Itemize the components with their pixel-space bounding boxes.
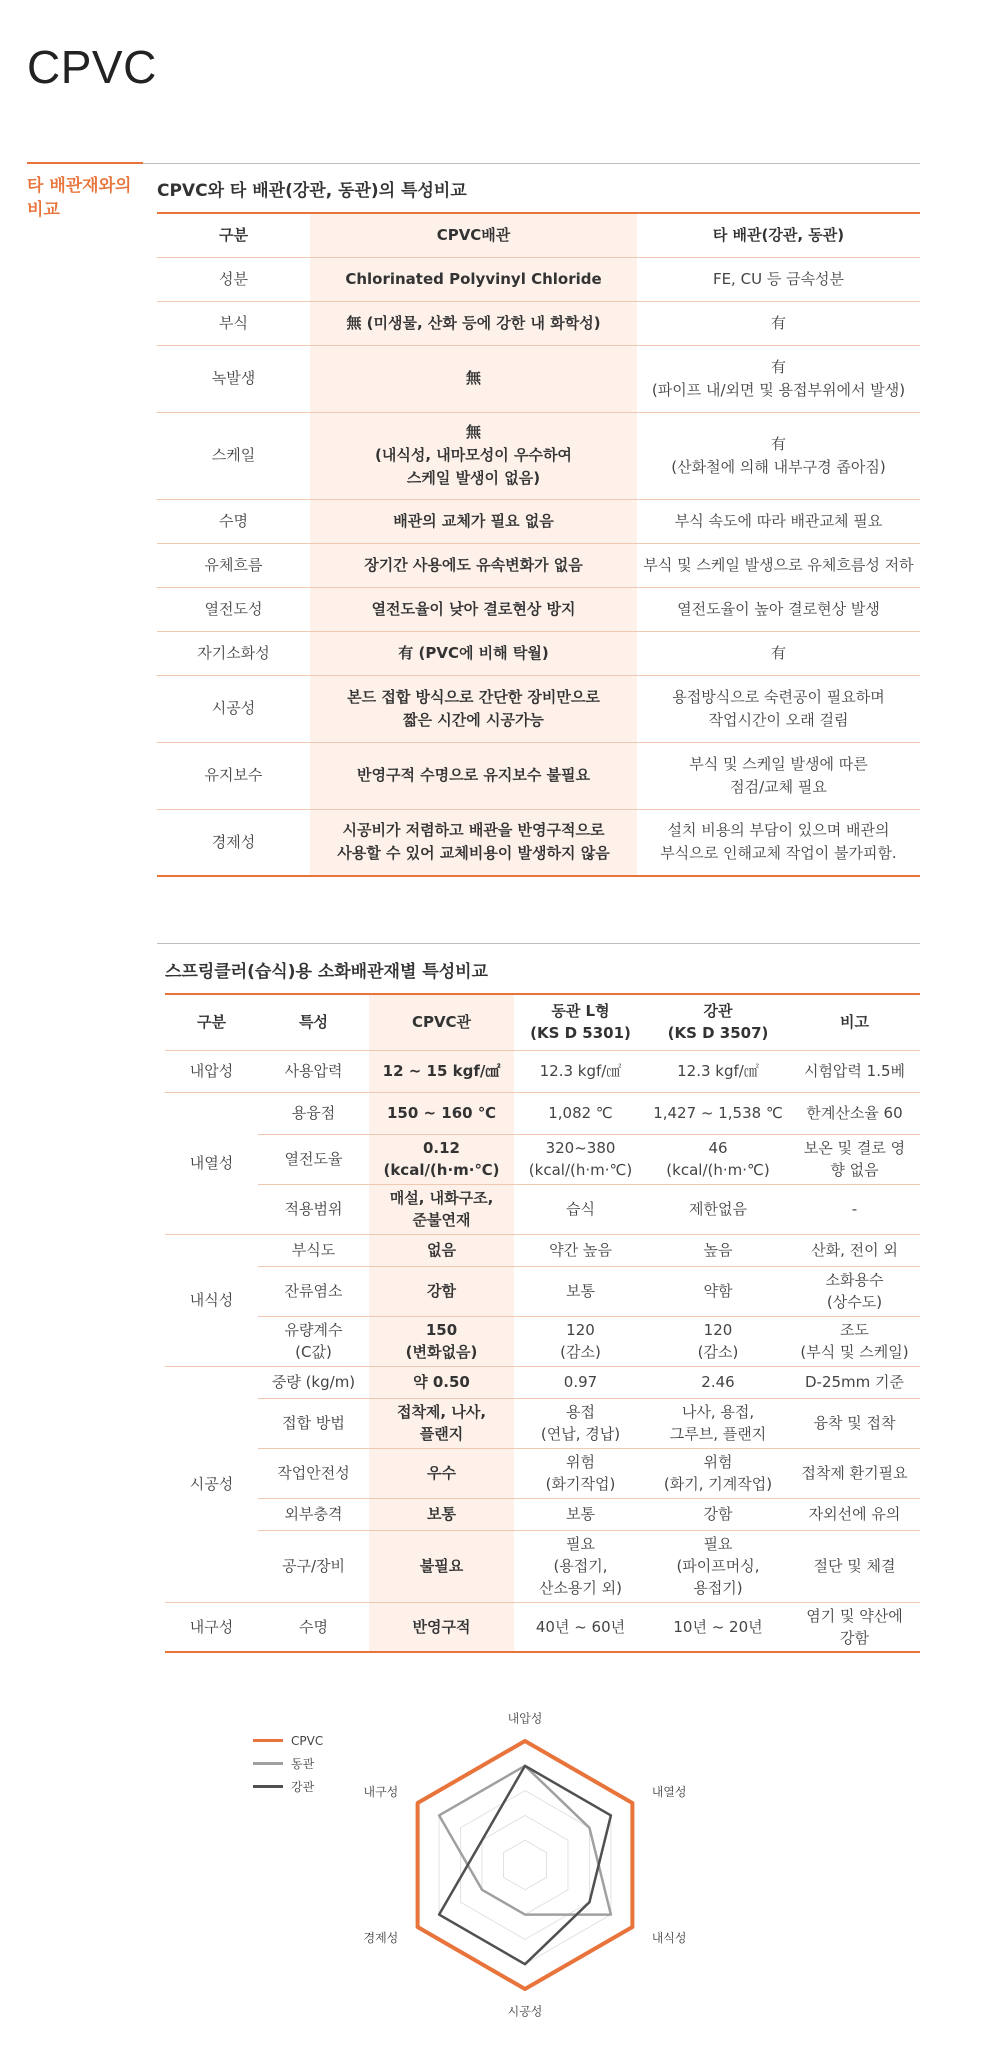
other-pipe-cell-line: (파이프 내/외면 및 용접부위에서 발생)	[651, 380, 906, 399]
row-label: 수명	[157, 499, 310, 543]
cpvc-cell-line: 짧은 시간에 시공가능	[403, 710, 544, 729]
note-cell	[789, 1316, 920, 1366]
note-cell-line: 보온 및 결로 영	[803, 1139, 906, 1157]
cpvc-cell-line: 강함	[427, 1282, 456, 1300]
row-label: 스케일	[157, 412, 310, 499]
copper-cell-line: (용접기,	[553, 1557, 608, 1575]
row-label: 부식	[157, 301, 310, 345]
legend-label: CPVC	[291, 1733, 324, 1748]
note-cell-line: 접착제 환기필요	[801, 1464, 908, 1482]
cpvc-cell-line: 150	[425, 1321, 458, 1339]
table-row	[165, 1366, 920, 1398]
copper-cell	[514, 1498, 647, 1530]
steel-cell	[647, 1134, 789, 1184]
cpvc-cell	[369, 1602, 514, 1652]
cpvc-cell-line: 無	[465, 423, 481, 441]
radar-axis-label: 경제성	[363, 1931, 399, 1946]
comparison-table-2	[165, 993, 920, 1653]
property-cell	[258, 1266, 369, 1316]
note-cell-line: 절단 및 체결	[813, 1557, 896, 1575]
table-row	[157, 499, 920, 543]
other-pipe-cell-line: 有	[770, 357, 786, 376]
other-pipe-cell-line: 부식 및 스케일 발생에 따른	[689, 754, 868, 773]
copper-cell-line: 120	[566, 1321, 595, 1339]
cpvc-cell-line: (변화없음)	[405, 1343, 478, 1361]
copper-cell	[514, 1092, 647, 1134]
header-cell-line: 구분	[197, 1013, 226, 1032]
cpvc-cell	[369, 1092, 514, 1134]
table-row	[165, 1316, 920, 1366]
copper-cell-line: 용접	[566, 1403, 595, 1421]
table-row	[165, 1266, 920, 1316]
note-cell-line: 산화, 전이 외	[811, 1241, 898, 1259]
table-row	[157, 412, 920, 499]
table-row	[165, 1050, 920, 1092]
copper-cell-line: 습식	[566, 1200, 595, 1218]
steel-cell	[647, 1266, 789, 1316]
steel-cell	[647, 1602, 789, 1652]
property-cell	[258, 1448, 369, 1498]
property-cell	[258, 1530, 369, 1602]
cpvc-cell-line: 無 (미생물, 산화 등에 강한 내 화학성)	[346, 313, 601, 332]
note-cell-line: 염기 및 약산에	[806, 1606, 903, 1625]
table-row	[157, 809, 920, 876]
steel-cell-line: (파이프머싱,	[676, 1557, 760, 1575]
property-cell-line: 중량 (kg/m)	[271, 1373, 356, 1391]
property-cell-line: 용융점	[291, 1104, 336, 1122]
other-pipe-cell-line: 설치 비용의 부담이 있으며 배관의	[667, 821, 890, 840]
table-row	[165, 1602, 920, 1652]
note-cell	[789, 1398, 920, 1448]
cpvc-cell	[310, 499, 637, 543]
copper-cell-line: 위험	[566, 1453, 595, 1471]
group-label: 시공성	[165, 1366, 258, 1602]
radar-axis-label: 시공성	[507, 2004, 543, 2019]
cpvc-cell-line: 스케일 발생이 없음)	[406, 469, 541, 487]
copper-cell	[514, 1050, 647, 1092]
other-pipe-cell	[637, 587, 920, 631]
other-pipe-cell	[637, 543, 920, 587]
copper-cell	[514, 1134, 647, 1184]
cpvc-cell	[369, 1134, 514, 1184]
section-divider	[27, 163, 920, 164]
property-cell-line: 유량계수	[284, 1321, 343, 1339]
steel-cell	[647, 1398, 789, 1448]
radar-axis-label: 내구성	[363, 1784, 399, 1799]
cpvc-cell	[310, 345, 637, 412]
steel-cell-line: (화기, 기계작업)	[663, 1475, 773, 1493]
cpvc-cell	[310, 257, 637, 301]
property-cell-line: 접합 방법	[282, 1414, 345, 1432]
cpvc-cell-line: 본드 접합 방식으로 간단한 장비만으로	[347, 687, 600, 706]
copper-cell-line: 보통	[566, 1505, 595, 1523]
cpvc-cell-line: 반영구적 수명으로 유지보수 불필요	[356, 766, 591, 784]
table-row	[157, 301, 920, 345]
note-cell-line: -	[851, 1200, 858, 1218]
cpvc-cell-line: 없음	[427, 1241, 456, 1259]
other-pipe-cell	[637, 345, 920, 412]
radar-chart	[240, 1690, 687, 2020]
steel-cell-line: 10년 ~ 20년	[673, 1617, 763, 1636]
radar-axis-label: 내압성	[507, 1711, 543, 1726]
copper-cell-line: (연납, 경납)	[540, 1425, 621, 1443]
copper-cell-line: 12.3 kgf/㎠	[539, 1062, 622, 1080]
steel-cell-line: 120	[703, 1321, 733, 1339]
table1-title: CPVC와 타 배관(강관, 동관)의 특성비교	[157, 181, 467, 201]
note-cell	[789, 1234, 920, 1266]
property-cell-line: 공구/장비	[281, 1557, 345, 1575]
side-section-title: 타 배관재와의 비교	[27, 176, 132, 220]
note-cell	[789, 1266, 920, 1316]
property-cell-line: 적용범위	[284, 1200, 343, 1218]
cpvc-cell-line: 無	[465, 369, 481, 387]
radar-series-강관	[439, 1766, 611, 1964]
table-row	[165, 1234, 920, 1266]
steel-cell	[647, 1448, 789, 1498]
steel-cell-line: 제한없음	[689, 1200, 747, 1218]
steel-cell-line: 약함	[703, 1282, 733, 1300]
steel-cell	[647, 1498, 789, 1530]
cpvc-cell-line: 매설, 내화구조,	[389, 1189, 494, 1207]
other-pipe-cell-line: 有	[770, 313, 786, 332]
property-cell	[258, 1234, 369, 1266]
header-cell-line: 동관 L형	[551, 1002, 610, 1021]
steel-cell	[647, 1316, 789, 1366]
cpvc-cell-line: 약 0.50	[413, 1373, 470, 1391]
note-cell-line: 강함	[840, 1628, 869, 1647]
copper-cell	[514, 1602, 647, 1652]
note-cell	[789, 1366, 920, 1398]
header-cell-line: 특성	[299, 1013, 328, 1032]
property-cell-line: 잔류염소	[284, 1282, 343, 1300]
cpvc-cell-line: 배관의 교체가 필요 없음	[393, 511, 554, 530]
steel-cell	[647, 1092, 789, 1134]
cpvc-cell	[310, 301, 637, 345]
steel-cell-line: 위험	[703, 1453, 733, 1471]
steel-cell-line: 나사, 용접,	[681, 1403, 755, 1421]
property-cell-line: 수명	[299, 1617, 328, 1636]
steel-cell-line: (감소)	[697, 1343, 739, 1361]
steel-cell	[647, 1184, 789, 1234]
cpvc-cell-line: 보통	[427, 1505, 456, 1523]
note-cell	[789, 1448, 920, 1498]
property-cell	[258, 1602, 369, 1652]
cpvc-cell-line: 12 ~ 15 kgf/㎠	[382, 1062, 501, 1080]
row-label: 유지보수	[157, 742, 310, 809]
note-cell	[789, 1092, 920, 1134]
cpvc-cell	[369, 1448, 514, 1498]
property-cell	[258, 1398, 369, 1448]
property-cell-line: 외부충격	[284, 1505, 343, 1523]
steel-cell-line: (kcal/(h·m·℃)	[666, 1161, 770, 1179]
steel-cell-line: 2.46	[701, 1373, 735, 1391]
header-cell: 구분	[157, 213, 310, 257]
note-cell	[789, 1050, 920, 1092]
section-divider-accent	[27, 162, 143, 164]
note-cell-line: (부식 및 스케일)	[800, 1343, 909, 1361]
copper-cell-line: (kcal/(h·m·℃)	[528, 1161, 633, 1179]
steel-cell	[647, 1366, 789, 1398]
cpvc-cell-line: 우수	[427, 1464, 456, 1482]
table-header-row	[165, 994, 920, 1050]
property-cell-line: 사용압력	[284, 1062, 343, 1080]
table-row	[165, 1498, 920, 1530]
note-cell	[789, 1602, 920, 1652]
other-pipe-cell	[637, 412, 920, 499]
note-cell-line: 시험압력 1.5베	[803, 1062, 906, 1080]
cpvc-cell	[369, 1184, 514, 1234]
cpvc-cell-line: 열전도율이 낮아 결로현상 방지	[371, 599, 576, 618]
header-cell-line: 강관	[703, 1002, 733, 1021]
table-row	[165, 1092, 920, 1134]
radar-grid-ring	[461, 1791, 590, 1940]
comparison-table-1	[157, 212, 920, 877]
property-cell-line: (C값)	[295, 1343, 332, 1361]
copper-cell	[514, 1234, 647, 1266]
note-cell	[789, 1184, 920, 1234]
note-cell	[789, 1498, 920, 1530]
table-row	[165, 1184, 920, 1234]
cpvc-cell-line: 0.12	[422, 1139, 460, 1157]
header-cell-line: 비고	[840, 1013, 869, 1032]
group-label: 내구성	[165, 1602, 258, 1652]
property-cell	[258, 1050, 369, 1092]
cpvc-cell-line: 사용할 수 있어 교체비용이 발생하지 않음	[337, 844, 610, 863]
other-pipe-cell	[637, 809, 920, 876]
copper-cell	[514, 1184, 647, 1234]
cpvc-cell	[369, 1316, 514, 1366]
cpvc-cell	[369, 1530, 514, 1602]
group-label: 내압성	[165, 1050, 258, 1092]
cpvc-cell	[369, 1234, 514, 1266]
other-pipe-cell-line: 점검/교체 필요	[730, 777, 827, 796]
copper-cell-line: 40년 ~ 60년	[535, 1617, 626, 1636]
note-cell	[789, 1134, 920, 1184]
cpvc-cell-line: 준불연재	[412, 1211, 471, 1229]
table2-title: 스프링클러(습식)용 소화배관재별 특성비교	[165, 962, 488, 982]
row-label: 자기소화성	[157, 631, 310, 675]
header-cell: CPVC배관	[310, 213, 637, 257]
other-pipe-cell-line: 부식으로 인해교체 작업이 불가피함.	[660, 844, 897, 863]
other-pipe-cell-line: 부식 속도에 따라 배관교체 필요	[674, 511, 883, 530]
other-pipe-cell-line: 열전도율이 높아 결로현상 발생	[677, 599, 880, 618]
cpvc-cell	[310, 631, 637, 675]
other-pipe-cell-line: 有	[770, 643, 786, 662]
cpvc-cell	[310, 742, 637, 809]
legend-label: 강관	[291, 1780, 315, 1794]
cpvc-cell	[369, 1366, 514, 1398]
steel-cell-line: 강함	[703, 1505, 733, 1523]
table-row	[165, 1530, 920, 1602]
steel-cell-line: 용접기)	[693, 1579, 743, 1597]
cpvc-cell	[369, 1398, 514, 1448]
cpvc-cell-line: 반영구적	[412, 1617, 471, 1636]
property-cell-line: 부식도	[291, 1241, 336, 1259]
header-cell	[369, 994, 514, 1050]
copper-cell	[514, 1530, 647, 1602]
table-row	[157, 742, 920, 809]
property-cell	[258, 1498, 369, 1530]
note-cell-line: 소화용수	[825, 1271, 884, 1289]
other-pipe-cell	[637, 631, 920, 675]
table-row	[157, 543, 920, 587]
table-row	[165, 1134, 920, 1184]
header-cell	[258, 994, 369, 1050]
note-cell-line: 향 없음	[830, 1161, 879, 1179]
cpvc-cell	[310, 543, 637, 587]
legend-label: 동관	[291, 1757, 315, 1771]
table-row	[165, 1448, 920, 1498]
copper-cell	[514, 1398, 647, 1448]
note-cell-line: D-25mm 기준	[804, 1373, 905, 1391]
table-header-row	[157, 213, 920, 257]
other-pipe-cell	[637, 301, 920, 345]
steel-cell-line: 높음	[703, 1241, 733, 1259]
copper-cell	[514, 1266, 647, 1316]
cpvc-cell	[310, 412, 637, 499]
note-cell-line: 조도	[840, 1321, 869, 1339]
cpvc-cell	[310, 587, 637, 631]
steel-cell-line: 그루브, 플랜지	[669, 1425, 767, 1443]
header-cell	[514, 994, 647, 1050]
header-cell-line: (KS D 5301)	[530, 1024, 631, 1043]
cpvc-cell-line: 有 (PVC에 비해 탁월)	[398, 643, 549, 662]
radar-grid-ring	[482, 1815, 568, 1914]
header-cell	[647, 994, 789, 1050]
other-pipe-cell-line: FE, CU 등 금속성분	[712, 269, 845, 288]
copper-cell-line: 0.97	[563, 1373, 598, 1391]
group-label: 내열성	[165, 1092, 258, 1234]
cpvc-cell	[369, 1266, 514, 1316]
row-label: 경제성	[157, 809, 310, 876]
other-pipe-cell-line: 용접방식으로 숙련공이 필요하며	[672, 687, 885, 706]
copper-cell	[514, 1448, 647, 1498]
steel-cell-line: 12.3 kgf/㎠	[677, 1062, 759, 1080]
row-label: 녹발생	[157, 345, 310, 412]
other-pipe-cell-line: (산화철에 의해 내부구경 좁아짐)	[671, 457, 886, 476]
copper-cell-line: 보통	[566, 1282, 595, 1300]
steel-cell	[647, 1234, 789, 1266]
table-row	[157, 587, 920, 631]
cpvc-cell-line: (내식성, 내마모성이 우수하여	[375, 446, 572, 464]
row-label: 시공성	[157, 675, 310, 742]
cpvc-cell	[310, 675, 637, 742]
steel-cell-line: 1,427 ~ 1,538 ℃	[653, 1104, 783, 1122]
table-row	[157, 631, 920, 675]
property-cell-line: 열전도율	[284, 1150, 343, 1168]
steel-cell-line: 필요	[703, 1535, 733, 1553]
cpvc-cell-line: 접착제, 나사,	[396, 1403, 487, 1421]
radar-axis-label: 내열성	[651, 1784, 687, 1799]
other-pipe-cell-line: 有	[770, 434, 786, 453]
radar-grid-ring	[504, 1840, 547, 1890]
section-divider	[157, 943, 920, 944]
table-row	[157, 257, 920, 301]
cpvc-cell	[369, 1050, 514, 1092]
radar-grid-ring	[439, 1766, 611, 1964]
copper-cell-line: 필요	[566, 1535, 595, 1553]
other-pipe-cell-line: 부식 및 스케일 발생으로 유체흐름성 저하	[643, 555, 914, 574]
steel-cell	[647, 1530, 789, 1602]
row-label: 열전도성	[157, 587, 310, 631]
other-pipe-cell	[637, 499, 920, 543]
note-cell-line: 융착 및 접착	[813, 1414, 896, 1432]
cpvc-cell-line: 장기간 사용에도 유속변화가 없음	[364, 555, 583, 574]
note-cell	[789, 1530, 920, 1602]
property-cell	[258, 1184, 369, 1234]
note-cell-line: (상수도)	[826, 1293, 883, 1311]
property-cell	[258, 1134, 369, 1184]
header-cell-line: CPVC관	[411, 1013, 472, 1032]
cpvc-cell-line: 플랜지	[419, 1425, 464, 1443]
radar-axis-label: 내식성	[651, 1931, 687, 1946]
copper-cell-line: 산소용기 외)	[538, 1579, 623, 1597]
copper-cell-line: (감소)	[560, 1343, 601, 1361]
copper-cell	[514, 1366, 647, 1398]
header-cell-line: (KS D 3507)	[667, 1024, 769, 1043]
cpvc-cell-line: (kcal/(h·m·℃)	[383, 1161, 500, 1179]
header-cell	[789, 994, 920, 1050]
header-cell	[165, 994, 258, 1050]
copper-cell-line: 약간 높음	[549, 1241, 612, 1259]
copper-cell-line: 320~380	[545, 1139, 616, 1157]
other-pipe-cell-line: 작업시간이 오래 걸림	[708, 710, 849, 729]
group-label: 내식성	[165, 1234, 258, 1366]
radar-series-CPVC	[418, 1741, 633, 1989]
copper-cell	[514, 1316, 647, 1366]
note-cell-line: 자외선에 유의	[808, 1505, 901, 1523]
copper-cell-line: 1,082 ℃	[548, 1104, 613, 1122]
cpvc-cell-line: Chlorinated Polyvinyl Chloride	[345, 269, 602, 288]
note-cell-line: 한계산소율 60	[806, 1104, 903, 1122]
table-row	[157, 675, 920, 742]
other-pipe-cell	[637, 257, 920, 301]
cpvc-cell	[369, 1498, 514, 1530]
copper-cell-line: (화기작업)	[545, 1475, 616, 1493]
steel-cell	[647, 1050, 789, 1092]
other-pipe-cell	[637, 675, 920, 742]
page-title: CPVC	[27, 41, 157, 93]
table-row	[165, 1398, 920, 1448]
property-cell-line: 작업안전성	[277, 1464, 350, 1482]
property-cell	[258, 1366, 369, 1398]
table-row	[157, 345, 920, 412]
row-label: 유체흐름	[157, 543, 310, 587]
property-cell	[258, 1316, 369, 1366]
cpvc-cell	[310, 809, 637, 876]
row-label: 성분	[157, 257, 310, 301]
header-cell: 타 배관(강관, 동관)	[637, 213, 920, 257]
cpvc-cell-line: 시공비가 저렴하고 배관을 반영구적으로	[342, 821, 605, 840]
cpvc-cell-line: 150 ~ 160 ℃	[386, 1104, 497, 1122]
other-pipe-cell	[637, 742, 920, 809]
property-cell	[258, 1092, 369, 1134]
steel-cell-line: 46	[708, 1139, 728, 1157]
cpvc-cell-line: 불필요	[419, 1557, 464, 1575]
